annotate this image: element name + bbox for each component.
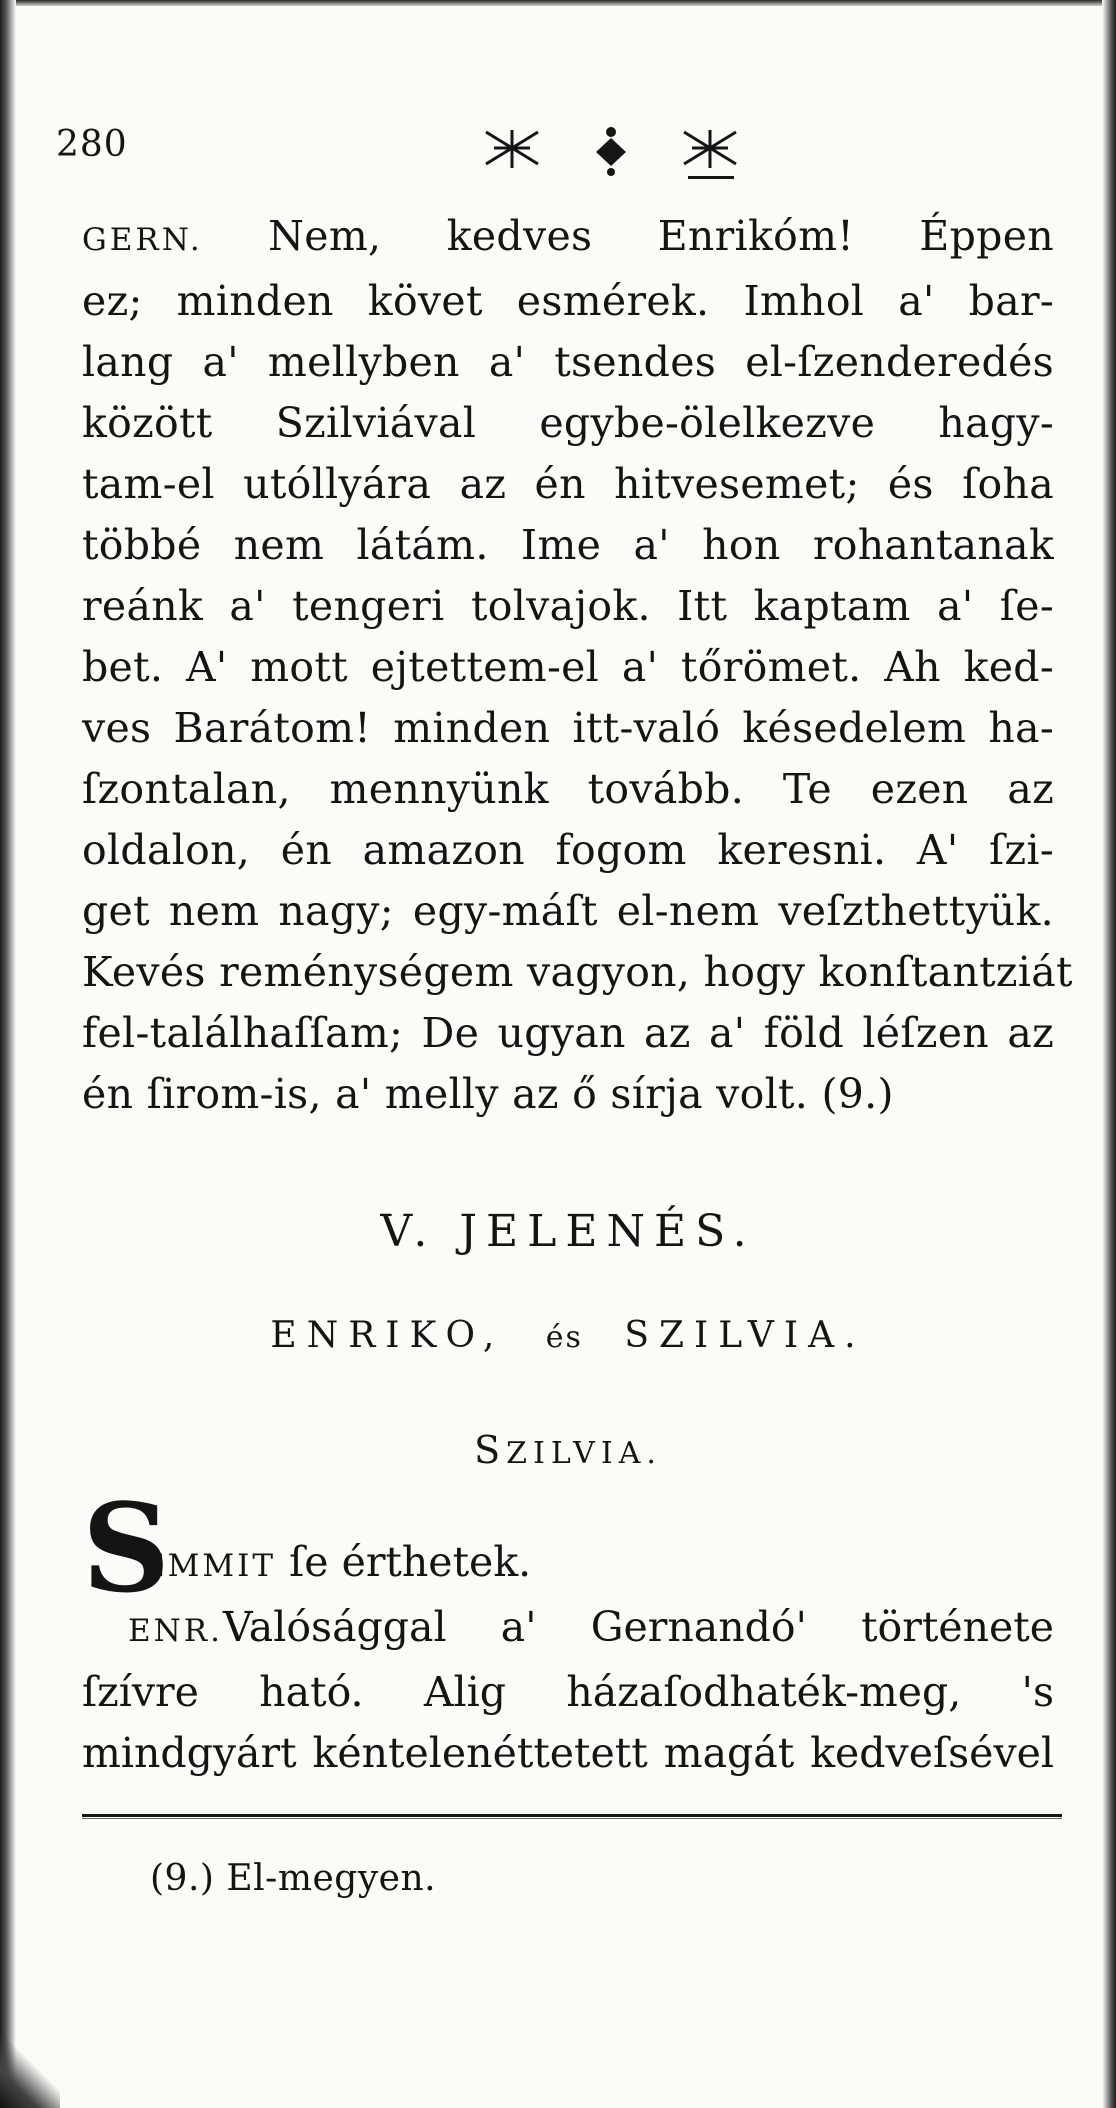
text-line: között Szilviával egybe-ölelkezve hagy-	[82, 399, 1054, 447]
scan-corner-shadow	[0, 2038, 60, 2108]
speaker-heading	[82, 1428, 1054, 1472]
scan-edge-right	[1102, 0, 1116, 2108]
page-number: 280	[56, 124, 128, 165]
speaker-heading-cap: S	[474, 1428, 507, 1472]
text-line: ſzontalan, mennyünk tovább. Te ezen az	[82, 765, 1054, 813]
speaker-label-gern: GERN.	[82, 222, 203, 258]
dialogue-text	[82, 1476, 1054, 1784]
text-line: oldalon, én amazon fogom keresni. A' ſzi-	[82, 826, 1054, 874]
text-line: többé nem látám. Ime a' hon rohantanak	[82, 521, 1054, 569]
scan-edge-left	[0, 0, 16, 2108]
speaker-heading-rest: ZILVIA.	[506, 1436, 662, 1471]
text-line: bet. A' mott ejtettem-el a' tőrömet. Ah ked-	[82, 643, 1054, 691]
text-line: ves Barátom! minden itt-való késedelem ha-	[82, 704, 1054, 752]
scene-title: V. JELENÉS.	[380, 1206, 756, 1257]
speaker-label-enr: ENR.	[128, 1613, 223, 1649]
text-line: én ſirom-is, a' melly az ő sírja volt. (9.)	[82, 1070, 894, 1118]
text-line: ſzívre ható. Alig házaſodhaték-meg, 's	[82, 1668, 1054, 1716]
drop-cap: S	[82, 1476, 171, 1620]
text-line: lang a' mellyben a' tsendes el-ſzenderedés	[82, 338, 1054, 386]
text-line: GERN. Nem, kedves Enrikóm! Éppen	[82, 212, 1054, 260]
text-line: ENR.Valósággal a' Gernandó' története	[128, 1603, 1054, 1651]
text-line: get nem nagy; egy-máſt el-nem veſzthettyük.	[82, 887, 1054, 935]
body-text	[82, 206, 1073, 1125]
text-line: tam-el utóllyára az én hitvesemet; és ſoha	[82, 460, 1054, 508]
page-header	[56, 118, 1056, 188]
text-line: EMMIT ſe érthetek.	[142, 1538, 532, 1586]
text-line: Kevés reménységem vagyon, hogy konſtantziát	[82, 948, 1073, 996]
character-szilvia: SZILVIA.	[624, 1315, 866, 1356]
text-line: fel-találhaſſam; De ugyan az a' föld léſzen az	[82, 1009, 1054, 1057]
character-enriko: ENRIKO,	[270, 1315, 505, 1356]
fleuron-ornament-icon	[446, 118, 776, 182]
text-line: reánk a' tengeri tolvajok. Itt kaptam a' ſe-	[82, 582, 1054, 630]
scene-characters	[82, 1315, 1054, 1356]
conjunction: és	[545, 1320, 583, 1355]
scan-edge-top	[0, 0, 1116, 6]
footnote: (9.) El-megyen.	[150, 1858, 437, 1899]
text-line: mindgyárt kéntelenéttetett magát kedveſsével	[82, 1729, 1054, 1777]
small-caps-word: EMMIT	[142, 1548, 277, 1584]
footnote-rule	[82, 1814, 1062, 1817]
text-line: ez; minden követ esmérek. Imhol a' bar-	[82, 277, 1054, 325]
